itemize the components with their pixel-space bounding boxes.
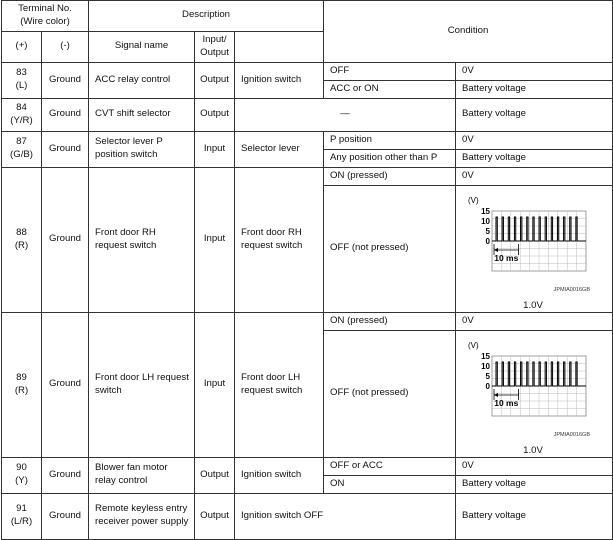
wire-color: (G/B) bbox=[10, 149, 33, 161]
terminal-number: 83 bbox=[16, 67, 27, 79]
condition-sub-cell: OFF (not pressed) bbox=[324, 185, 456, 312]
condition-main-cell: Front door RH request switch bbox=[235, 167, 324, 312]
minus-cell: Ground bbox=[42, 493, 89, 539]
value-cell: Battery voltage bbox=[456, 98, 613, 131]
time-scale-label: 10 ms bbox=[494, 252, 519, 263]
plus-header: (+) bbox=[2, 31, 42, 62]
tick-label: 10 bbox=[481, 361, 491, 371]
io-cell: Input bbox=[195, 167, 235, 312]
waveform-value-cell bbox=[456, 185, 613, 312]
terminal-number: 91 bbox=[16, 503, 27, 515]
wire-color: (L/R) bbox=[10, 516, 33, 528]
condition-cell: Ignition switch OFF bbox=[235, 493, 456, 539]
terminal-cell bbox=[2, 457, 42, 493]
table-row bbox=[2, 98, 613, 131]
waveform-figure bbox=[462, 336, 592, 454]
tick-label: 10 bbox=[481, 216, 491, 226]
waveform-graph bbox=[462, 191, 592, 295]
condition-sub-cell: Any position other than P bbox=[324, 149, 456, 167]
waveform-graph bbox=[462, 336, 592, 440]
io-cell: Input bbox=[195, 131, 235, 167]
unit-label: (V) bbox=[468, 340, 479, 350]
figure-id-label: JPMIA0016GB bbox=[553, 431, 591, 438]
value-cell: 0V bbox=[456, 457, 613, 475]
signal-name-cell: Front door LH request switch bbox=[89, 312, 195, 457]
condition-main-cell: Ignition switch bbox=[235, 62, 324, 98]
wire-color: (R) bbox=[14, 239, 29, 251]
waveform-trace bbox=[492, 217, 586, 241]
tick-label: 0 bbox=[485, 381, 491, 391]
terminal-number: 88 bbox=[16, 226, 27, 238]
table-row bbox=[2, 131, 613, 149]
condition-main-cell: Selector lever bbox=[235, 131, 324, 167]
terminal-number: 84 bbox=[16, 101, 27, 113]
condition-sub-cell: P position bbox=[324, 131, 456, 149]
table-row bbox=[2, 493, 613, 539]
wire-color: (Y) bbox=[15, 475, 28, 487]
terminal-number: 90 bbox=[16, 462, 27, 474]
terminal-cell bbox=[2, 131, 42, 167]
terminal-header bbox=[2, 1, 89, 32]
condition-main-cell: Front door LH request switch bbox=[235, 312, 324, 457]
value-cell: Battery voltage bbox=[456, 149, 613, 167]
io-cell: Output bbox=[195, 98, 235, 131]
io-cell: Output bbox=[195, 493, 235, 539]
minus-cell: Ground bbox=[42, 457, 89, 493]
figure-id-label: JPMIA0016GB bbox=[553, 286, 591, 293]
signal-name-cell: Front door RH request switch bbox=[89, 167, 195, 312]
minus-cell: Ground bbox=[42, 98, 89, 131]
minus-cell: Ground bbox=[42, 131, 89, 167]
terminal-cell bbox=[2, 98, 42, 131]
condition-sub-cell: ACC or ON bbox=[324, 80, 456, 98]
wire-color: (L) bbox=[15, 80, 28, 92]
condition-sub-cell: ON (pressed) bbox=[324, 312, 456, 330]
condition-cell: — bbox=[235, 98, 456, 131]
terminal-number: 89 bbox=[16, 371, 27, 383]
terminal-cell bbox=[2, 493, 42, 539]
signal-name-cell: CVT shift selector bbox=[89, 98, 195, 131]
tick-label: 0 bbox=[485, 236, 491, 246]
condition-header: Condition bbox=[324, 1, 613, 63]
minus-cell: Ground bbox=[42, 312, 89, 457]
waveform-value: 1.0V bbox=[523, 299, 543, 311]
input-output-header: Input/ Output bbox=[195, 31, 235, 62]
terminal-cell bbox=[2, 312, 42, 457]
signal-name-cell: Selector lever P position switch bbox=[89, 131, 195, 167]
io-cell: Output bbox=[195, 62, 235, 98]
condition-sub-cell: ON bbox=[324, 475, 456, 493]
tick-label: 5 bbox=[485, 226, 491, 236]
signal-name-header: Signal name bbox=[89, 31, 195, 62]
time-scale-label: 10 ms bbox=[494, 397, 519, 408]
terminal-header-label: Terminal No. bbox=[18, 3, 72, 14]
io-cell: Output bbox=[195, 457, 235, 493]
value-cell: 0V bbox=[456, 62, 613, 80]
signal-name-cell: Remote keyless entry receiver power supply bbox=[89, 493, 195, 539]
signal-name-cell: ACC relay control bbox=[89, 62, 195, 98]
io-cell: Input bbox=[195, 312, 235, 457]
value-cell: Battery voltage bbox=[456, 493, 613, 539]
minus-header: (-) bbox=[42, 31, 89, 62]
value-cell: 0V bbox=[456, 312, 613, 330]
value-cell: 0V bbox=[456, 167, 613, 185]
terminal-number: 87 bbox=[16, 136, 27, 148]
waveform-value-cell bbox=[456, 330, 613, 457]
tick-label: 5 bbox=[485, 371, 491, 381]
table-row bbox=[2, 167, 613, 185]
condition-main-cell: Ignition switch bbox=[235, 457, 324, 493]
signal-name-cell: Blower fan motor relay control bbox=[89, 457, 195, 493]
minus-cell: Ground bbox=[42, 62, 89, 98]
table-row bbox=[2, 62, 613, 80]
waveform-value: 1.0V bbox=[523, 444, 543, 456]
terminal-table bbox=[1, 0, 613, 540]
value-cell: 0V bbox=[456, 131, 613, 149]
tick-label: 15 bbox=[481, 206, 491, 216]
minus-cell: Ground bbox=[42, 167, 89, 312]
header-row-1 bbox=[2, 1, 613, 32]
terminal-cell bbox=[2, 167, 42, 312]
unit-label: (V) bbox=[468, 195, 479, 205]
waveform-figure bbox=[462, 191, 592, 309]
table-row bbox=[2, 312, 613, 330]
waveform-trace bbox=[492, 362, 586, 386]
tick-label: 15 bbox=[481, 351, 491, 361]
terminal-cell bbox=[2, 62, 42, 98]
wire-color: (Y/R) bbox=[10, 114, 33, 126]
condition-sub-cell: OFF bbox=[324, 62, 456, 80]
value-cell: Battery voltage bbox=[456, 475, 613, 493]
condition-sub-cell: ON (pressed) bbox=[324, 167, 456, 185]
condition-sub-cell: OFF (not pressed) bbox=[324, 330, 456, 457]
wire-color-header-label: (Wire color) bbox=[20, 15, 70, 27]
value-cell: Battery voltage bbox=[456, 80, 613, 98]
description-header: Description bbox=[89, 1, 324, 32]
condition-sub-cell: OFF or ACC bbox=[324, 457, 456, 475]
table-row bbox=[2, 457, 613, 475]
wire-color: (R) bbox=[14, 384, 29, 396]
